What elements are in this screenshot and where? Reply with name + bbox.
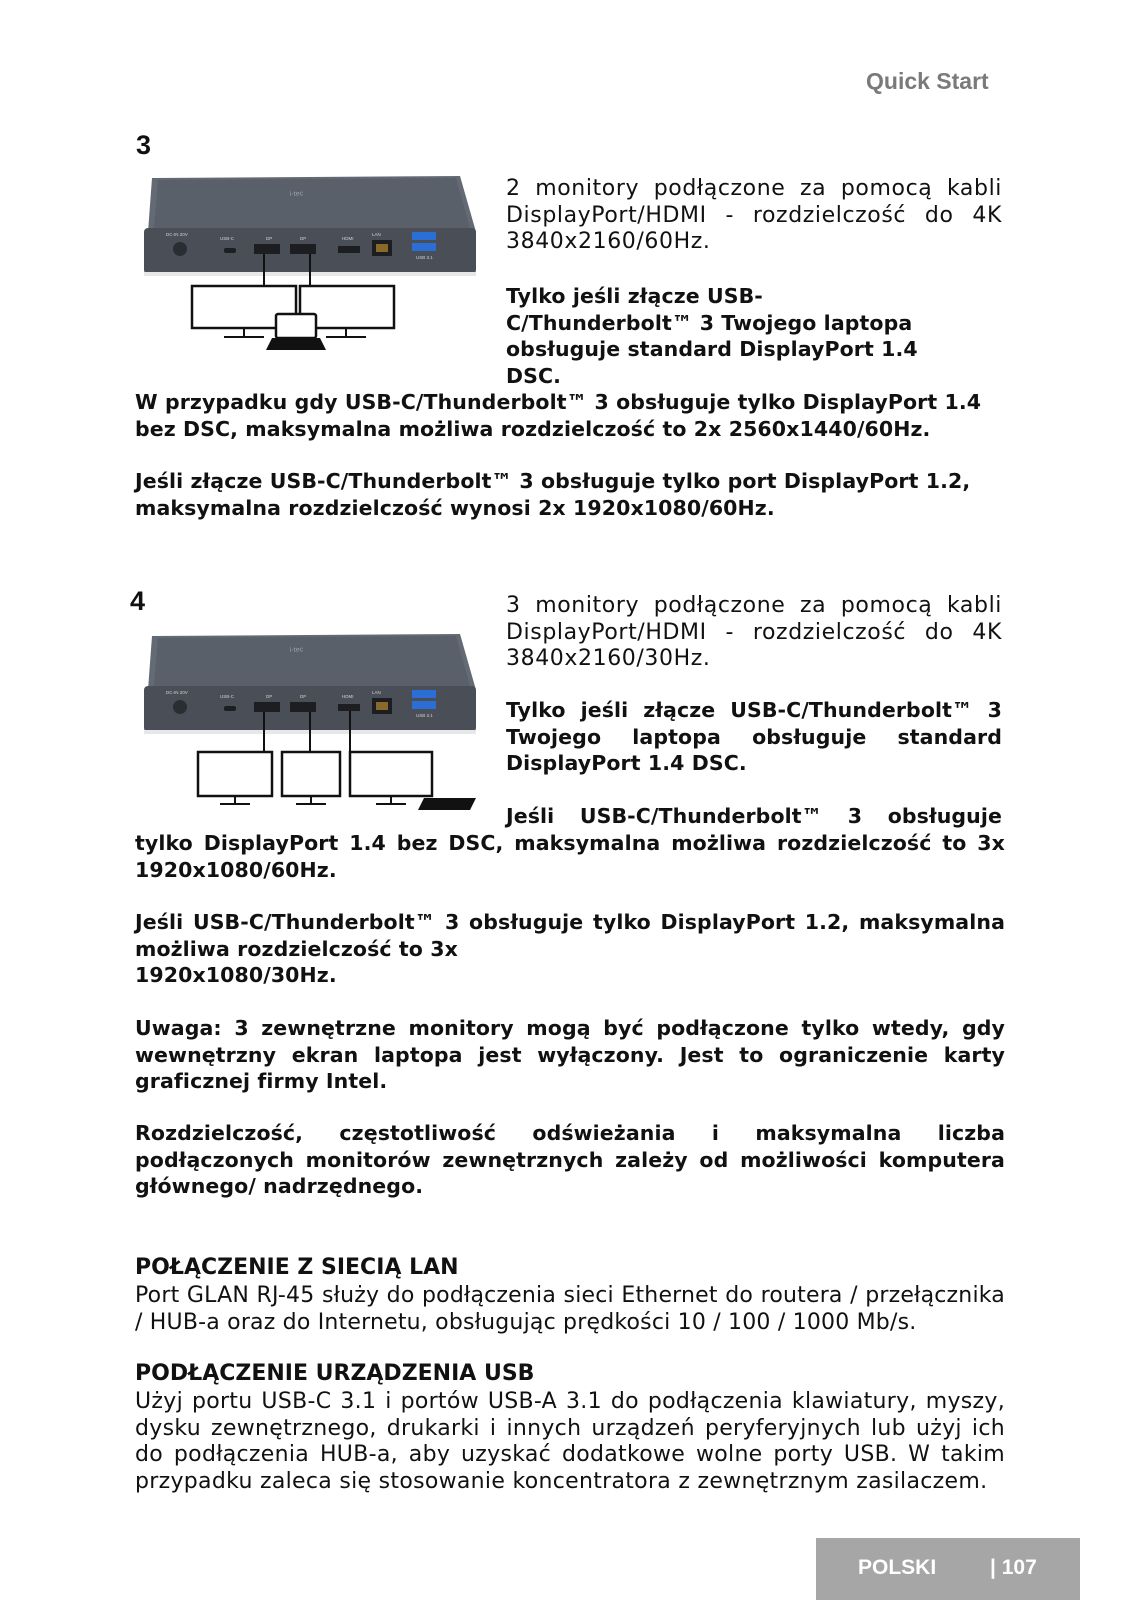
label-dc-in: DC-IN 20V [166, 232, 188, 237]
label-lan: LAN [372, 232, 381, 237]
section-3-intro: 2 monitory podłączone za pomocą kabli DisplayPort/HDMI - rozdzielczość do 4K 3840x2160/60Hz. [506, 176, 1002, 254]
section-3-para-2: Jeśli złącze USB-C/Thunderbolt™ 3 obsługuje tylko port DisplayPort 1.2, maksymalna rozdzielczość wynosi 2x 1920x1080/60Hz. [135, 469, 971, 520]
usb-a-port-1 [412, 690, 436, 698]
usb-c-port [224, 706, 236, 711]
dp-port-1 [254, 702, 280, 712]
section-3-number: 3 [136, 130, 152, 160]
power-port [173, 700, 187, 714]
usb-a-port-2 [412, 243, 436, 251]
header-title: Quick Start [866, 68, 989, 94]
dp-port-2 [290, 244, 316, 254]
footer-page-number: | 107 [990, 1556, 1037, 1579]
power-port [173, 242, 187, 256]
label-usb-c: USB-C [220, 694, 235, 699]
label-dc-in: DC-IN 20V [166, 690, 188, 695]
dock-diagram-3-monitors [140, 630, 480, 820]
usb-c-port [224, 248, 236, 253]
usb-text: Użyj portu USB-C 3.1 i portów USB-A 3.1 do podłączenia klawiatury, myszy, dysku zewnętrznego, drukarki i innych urządzeń peryferyjnych lub użyj ich do podłączenia HUB-a, aby uzyskać dodatkowe wolne porty USB. W takim przypadku zaleca się stosowanie koncentratora z zewnętrznym zasilaczem. [135, 1389, 1005, 1494]
hdmi-port [338, 246, 360, 253]
label-hdmi: HDMI [342, 694, 354, 699]
section-4-intro: 3 monitory podłączone za pomocą kabli DisplayPort/HDMI - rozdzielczość do 4K 3840x2160/30Hz. [506, 593, 1002, 671]
label-hdmi: HDMI [342, 236, 354, 241]
section-3-note: Tylko jeśli złącze USB-C/Thunderbolt™ 3 Twojego laptopa obsługuje standard DisplayPort 1.4 DSC. [506, 284, 918, 388]
usb-heading: PODŁĄCZENIE URZĄDZENIA USB [135, 1361, 535, 1386]
label-dp-1: DP [266, 694, 273, 699]
brand-logo: i-tec [289, 190, 304, 198]
section-3-para-1: W przypadku gdy USB-C/Thunderbolt™ 3 obsługuje tylko DisplayPort 1.4 bez DSC, maksymalna możliwa rozdzielczość to 2x 2560x1440/60Hz. [135, 390, 982, 441]
monitor-2 [282, 752, 340, 796]
section-4-resolution-note: Rozdzielczość, częstotliwość odświeżania i maksymalna liczba podłączonych monitorów zewnętrznych zależy od możliwości komputera głównego/ nadrzędnego. [135, 1121, 1005, 1198]
label-usb-c: USB-C [220, 236, 235, 241]
label-lan: LAN [372, 690, 381, 695]
monitor-1 [198, 752, 272, 796]
footer-tab [816, 1538, 1080, 1600]
dock-diagram-2-monitors [140, 170, 480, 365]
label-dp-2: DP [300, 236, 307, 241]
section-4-number: 4 [130, 586, 146, 616]
section-4-para-2-line-1: Jeśli USB-C/Thunderbolt™ 3 obsługuje tylko DisplayPort 1.2, maksymalna możliwa rozdzielczość to 3x [135, 910, 1005, 961]
lan-text: Port GLAN RJ-45 służy do podłączenia sieci Ethernet do routera / przełącznika / HUB-a oraz do Internetu, obsługując prędkości 10 / 100 / 1000 Mb/s. [135, 1283, 1005, 1335]
laptop-keyboard [266, 338, 326, 350]
usb-a-port-1 [412, 232, 436, 240]
section-4-note: Tylko jeśli złącze USB-C/Thunderbolt™ 3 Twojego laptopa obsługuje standard DisplayPort 1.4 DSC. [506, 698, 1002, 775]
dp-port-1 [254, 244, 280, 254]
section-4-warning: Uwaga: 3 zewnętrzne monitory mogą być podłączone tylko wtedy, gdy wewnętrzny ekran laptopa jest wyłączony. Jest to ograniczenie karty graficznej firmy Intel. [135, 1016, 1005, 1093]
monitor-3 [350, 752, 432, 796]
section-4-para-1-rest: tylko DisplayPort 1.4 bez DSC, maksymalna możliwa rozdzielczość to 3x 1920x1080/60Hz. [135, 831, 1005, 882]
footer-language: POLSKI [858, 1556, 937, 1579]
dp-port-2 [290, 702, 316, 712]
brand-logo: i-tec [289, 646, 304, 654]
section-4-para-1-start: Jeśli USB-C/Thunderbolt™ 3 obsługuje [506, 804, 1002, 828]
label-usb-3-1: USB 3.1 [416, 713, 433, 718]
label-dp-2: DP [300, 694, 307, 699]
section-4-para-2-line-2: 1920x1080/30Hz. [135, 963, 337, 987]
laptop [276, 314, 316, 338]
closed-laptop [418, 798, 476, 810]
hdmi-port [338, 704, 360, 711]
usb-a-port-2 [412, 701, 436, 709]
label-usb-3-1: USB 3.1 [416, 255, 433, 260]
label-dp-1: DP [266, 236, 273, 241]
lan-heading: POŁĄCZENIE Z SIECIĄ LAN [135, 1255, 459, 1280]
